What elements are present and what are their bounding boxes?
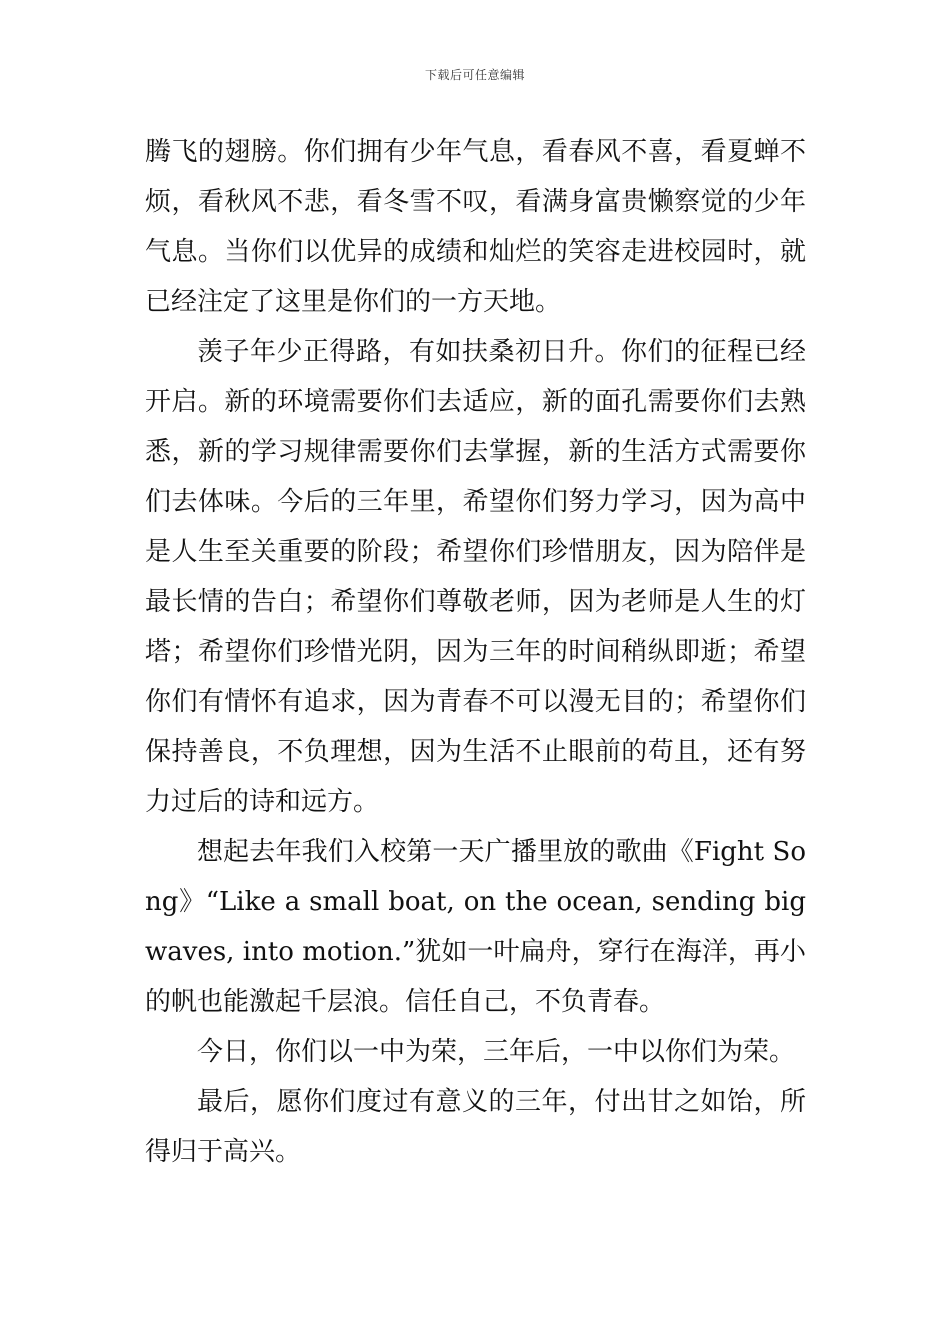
paragraph-new-journey: 羡子年少正得路，有如扶桑初日升。你们的征程已经开启。新的环境需要你们去适应，新的面孔需要你们去熟悉，新的学习规律需要你们去掌握，新的生活方式需要你们去体味。今后的三年里，希望你们努力学习，因为高中是人生至关重要的阶段；希望你们珍惜朋友，因为陪伴是最长情的告白；希望你们尊敬老师，因为老师是人生的灯塔；希望你们珍惜光阴，因为三年的时间稍纵即逝；希望你们有情怀有追求，因为青春不可以漫无目的；希望你们保持善良，不负理想，因为生活不止眼前的苟且，还有努力过后的诗和远方。: [145, 337, 806, 817]
document-body: [145, 127, 806, 1177]
paragraph-continuation: 腾飞的翅膀。你们拥有少年气息，看春风不喜，看夏蝉不烦，看秋风不悲，看冬雪不叹，看满身富贵懒察觉的少年气息。当你们以优异的成绩和灿烂的笑容走进校园时，就已经注定了这里是你们的一方天地。: [145, 137, 806, 317]
paragraph-pride: 今日，你们以一中为荣，三年后，一中以你们为荣。: [197, 1037, 796, 1067]
paragraph-closing: 最后，愿你们度过有意义的三年，付出甘之如饴，所得归于高兴。: [145, 1087, 806, 1167]
paragraph-fight-song: 想起去年我们入校第一天广播里放的歌曲《Fight Song》“Like a small boat, on the ocean, sending big waves, into motion.”犹如一叶扁舟，穿行在海洋，再小的帆也能激起千层浪。信任自己，不负青春。: [145, 837, 806, 1017]
page-header: 下载后可任意编辑: [424, 68, 525, 82]
